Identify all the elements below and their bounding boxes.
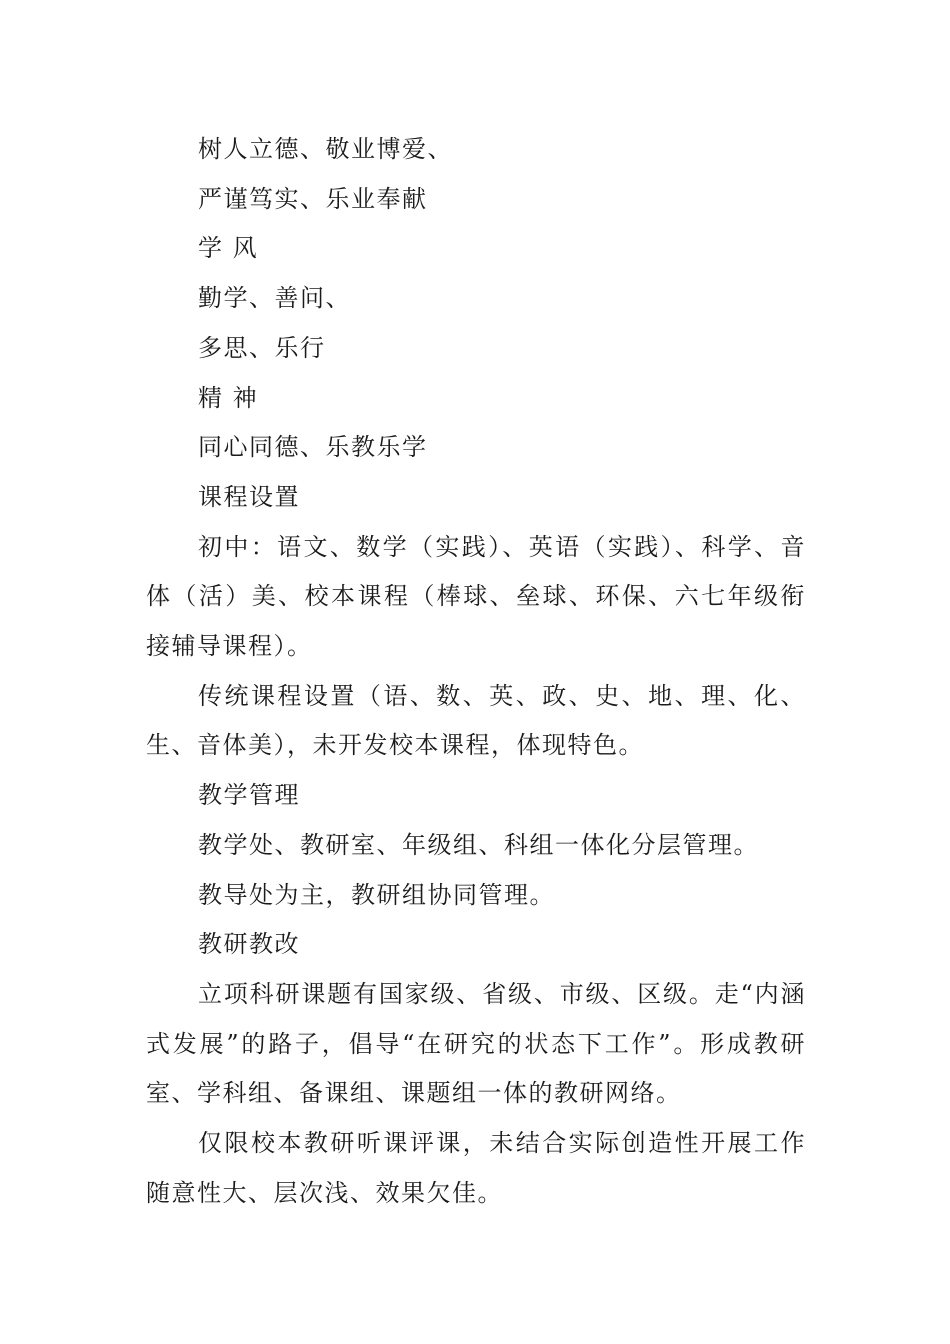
text-line: 多思、乐行 — [198, 333, 326, 362]
section-heading: 教研教改 — [198, 930, 300, 959]
text-line: 教学处、教研室、年级组、科组一体化分层管理。 — [198, 830, 759, 859]
section-heading: 精 神 — [198, 383, 259, 412]
section-heading: 教学管理 — [198, 781, 300, 810]
paragraph: 立项科研课题有国家级、省级、市级、区级。走“内涵式发展”的路子，倡导“在研究的状态下工作”。形成教研室、学科组、备课组、课题组一体的教研网络。 — [146, 979, 806, 1108]
paragraph: 仅限校本教研听课评课，未结合实际创造性开展工作随意性大、层次浅、效果欠佳。 — [146, 1129, 806, 1207]
document-body — [146, 125, 806, 1218]
text-line: 教导处为主，教研组协同管理。 — [198, 880, 555, 909]
text-line: 勤学、善问、 — [198, 284, 351, 313]
paragraph: 传统课程设置（语、数、英、政、史、地、理、化、生、音体美），未开发校本课程，体现特色。 — [146, 681, 806, 760]
section-heading: 课程设置 — [198, 482, 300, 511]
text-line: 树人立德、敬业博爱、 — [198, 135, 453, 163]
text-line: 同心同德、乐教乐学 — [198, 433, 428, 462]
section-heading: 学 风 — [198, 234, 259, 263]
paragraph: 初中：语文、数学（实践）、英语（实践）、科学、音体（活）美、校本课程（棒球、垒球、环保、六七年级衔接辅导课程）。 — [146, 532, 806, 661]
text-line: 严谨笃实、乐业奉献 — [198, 184, 428, 213]
